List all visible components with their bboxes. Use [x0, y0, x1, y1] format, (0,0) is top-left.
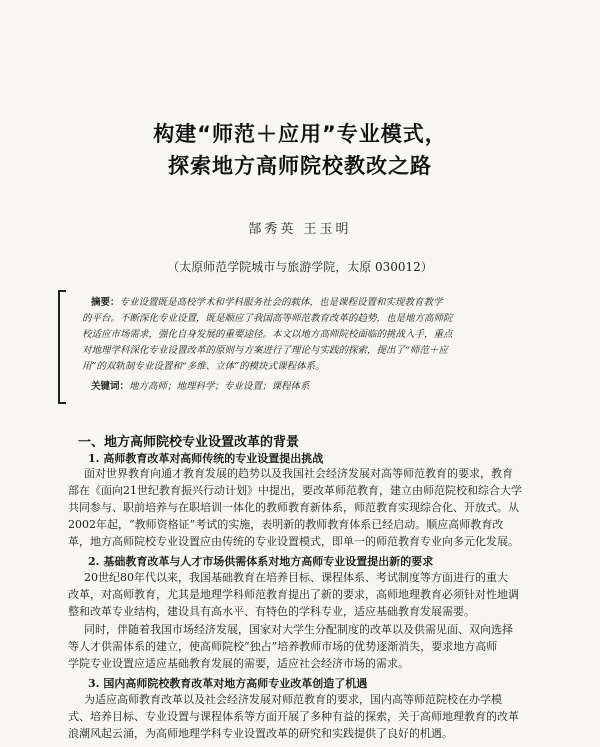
subsection-heading-2: 2. 基础教育改革与人才市场供需体系对地方高师专业设置提出新的要求 — [88, 555, 434, 568]
paragraph-line: 20世纪80年代以来，我国基础教育在培养目标、课程体系、考试制度等方面进行的重大 — [84, 571, 508, 584]
paragraph-line: 共同参与、职前培养与在职培训一体化的教师教育新体系，师范教育实现综合化、开放式。从 — [68, 501, 519, 514]
paragraph-line: 部在《面向21世纪教育振兴行动计划》中提出，要改革师范教育，建立由师范院校和综合大学 — [68, 484, 522, 497]
title-line-1: 构建“师范＋应用”专业模式， — [153, 122, 447, 146]
paragraph-line: 同时，伴随着我国市场经济发展，国家对大学生分配制度的改革以及供需见面、双向选择 — [84, 623, 513, 636]
abstract-label: 摘要： — [91, 297, 120, 308]
abstract-line: 的平台。不断深化专业设置，既是顺应了我国高等师范教育改革的趋势，也是地方高师院 — [82, 313, 453, 324]
keywords-label: 关键词： — [91, 381, 130, 392]
subsection-heading-1: 1. 高师教育改革对高师传统的专业设置提出挑战 — [88, 452, 324, 465]
paragraph-line: 整和改革专业结构，建设具有高水平、有特色的学科专业，适应基础教育发展需要。 — [68, 605, 475, 618]
paragraph-line: 改革，对高师教育，尤其是地理学科师范教育提出了新的要求，高师地理教育必须针对性地调 — [68, 588, 519, 601]
authors: 郜秀英 王玉明 — [248, 222, 352, 237]
abstract-line: 校适应市场需求，强化自身发展的重要途径。本文以地方高师院校面临的挑战入手，重点 — [82, 329, 453, 340]
paragraph-line: 学院专业设置应适应基础教育发展的需要，适应社会经济市场的需求。 — [68, 657, 409, 670]
paragraph-line: 革，地方高师院校专业设置应由传统的专业设置模式，即单一的师范教育专业向多元化发展。 — [68, 535, 519, 548]
title-line-2: 探索地方高师院校教改之路 — [168, 154, 432, 178]
abstract-line: 对地理学科深化专业设置改革的原则与方案进行了理论与实践的探索，提出了“师范＋应 — [82, 345, 448, 356]
paragraph-line: 浪潮风起云涌，为高师地理学科专业设置改革的研究和实践提供了良好的机遇。 — [68, 727, 453, 740]
abstract-box — [58, 290, 560, 404]
paragraph-line: 面对世界教育向通才教育发展的趋势以及我国社会经济发展对高等师范教育的要求，教育 — [84, 467, 513, 480]
subsection-heading-3: 3. 国内高师院校教育改革对地方高师专业改革创造了机遇 — [88, 677, 368, 690]
keywords: 地方高师；地理科学；专业设置；课程体系 — [129, 381, 310, 392]
abstract-line: 摘要：专业设置既是高校学术和学科服务社会的载体，也是课程设置和实现教育教学 — [91, 297, 443, 308]
paragraph-line: 2002年起，“教师资格证”考试的实施，表明新的教师教育体系已经启动。顺应高师教育改 — [68, 518, 504, 531]
abstract-line: 用”的双轨制专业设置和“多维、立体”的模块式课程体系。 — [82, 361, 325, 372]
keywords-line — [91, 380, 561, 394]
affiliation: （太原师范学院城市与旅游学院，太原 030012） — [167, 260, 433, 274]
paragraph-line: 为适应高师教育改革以及社会经济发展对师范教育的要求，国内高等师范院校在办学模 — [84, 693, 502, 706]
paragraph-line: 等人才供需体系的建立，使高师院校“独占”培养教师市场的优势逐渐消失，要求地方高师 — [68, 640, 498, 653]
section-heading: 一、地方高师院校专业设置改革的背景 — [78, 435, 300, 450]
paragraph-line: 式、培养目标、专业设置与课程体系等方面开展了多种有益的探索，关于高师地理教育的改革 — [68, 710, 519, 723]
